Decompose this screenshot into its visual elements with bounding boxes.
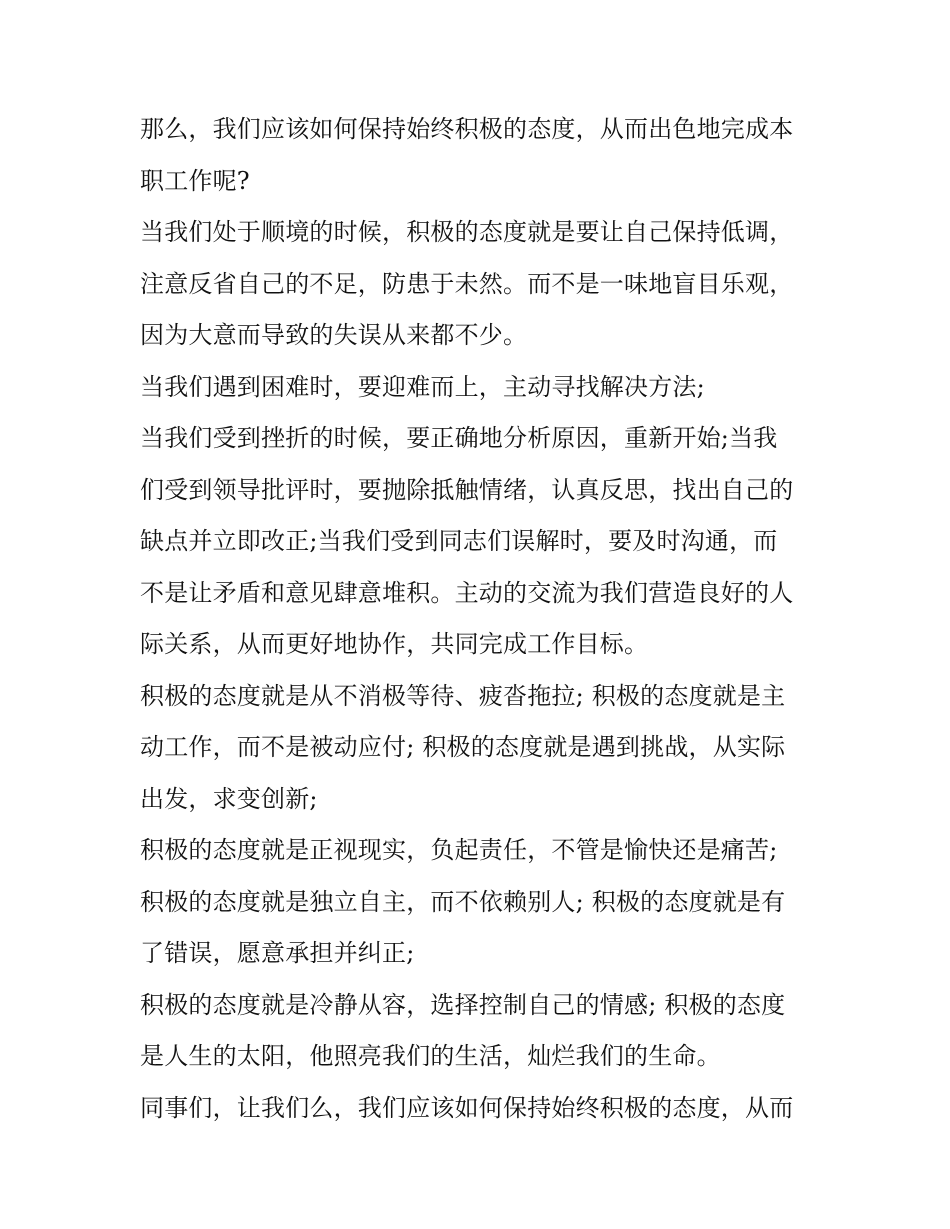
- text-line: 注意反省自己的不足，防患于未然。而不是一味地盲目乐观，: [140, 269, 794, 298]
- text-line: 同事们，让我们么，我们应该如何保持始终积极的态度，从而: [140, 1093, 794, 1122]
- text-line: 出发，求变创新;: [140, 784, 318, 813]
- text-line: 了错误，愿意承担并纠正;: [140, 939, 415, 967]
- text-line: 缺点并立即改正;当我们受到同志们误解时，要及时沟通，而: [140, 527, 778, 555]
- text-line: 职工作呢?: [140, 166, 250, 195]
- text-line: 那么，我们应该如何保持始终积极的态度，从而出色地完成本: [140, 115, 794, 143]
- text-line: 当我们受到挫折的时候，要正确地分析原因，重新开始;当我: [140, 424, 778, 452]
- text-line: 积极的态度就是冷静从容，选择控制自己的情感; 积极的态度: [140, 990, 786, 1019]
- text-line: 当我们遇到困难时，要迎难而上，主动寻找解决方法;: [140, 372, 705, 401]
- document-body: [140, 104, 820, 1134]
- text-line: 因为大意而导致的失误从来都不少。: [140, 321, 528, 349]
- text-line: 积极的态度就是从不消极等待、疲沓拖拉; 积极的态度就是主: [140, 681, 786, 710]
- text-line: 积极的态度就是正视现实，负起责任，不管是愉快还是痛苦;: [140, 836, 778, 864]
- text-line: 积极的态度就是独立自主，而不依赖别人; 积极的态度就是有: [140, 887, 786, 916]
- text-line: 际关系，从而更好地协作，共同完成工作目标。: [140, 630, 649, 658]
- text-line: 们受到领导批评时，要抛除抵触情绪，认真反思，找出自己的: [140, 475, 794, 504]
- text-line: 不是让矛盾和意见肆意堆积。主动的交流为我们营造良好的人: [140, 578, 794, 607]
- text-line: 动工作，而不是被动应付; 积极的态度就是遇到挑战，从实际: [140, 733, 786, 761]
- text-line: 当我们处于顺境的时候，积极的态度就是要让自己保持低调，: [140, 218, 794, 246]
- text-line: 是人生的太阳，他照亮我们的生活，灿烂我们的生命。: [140, 1042, 721, 1070]
